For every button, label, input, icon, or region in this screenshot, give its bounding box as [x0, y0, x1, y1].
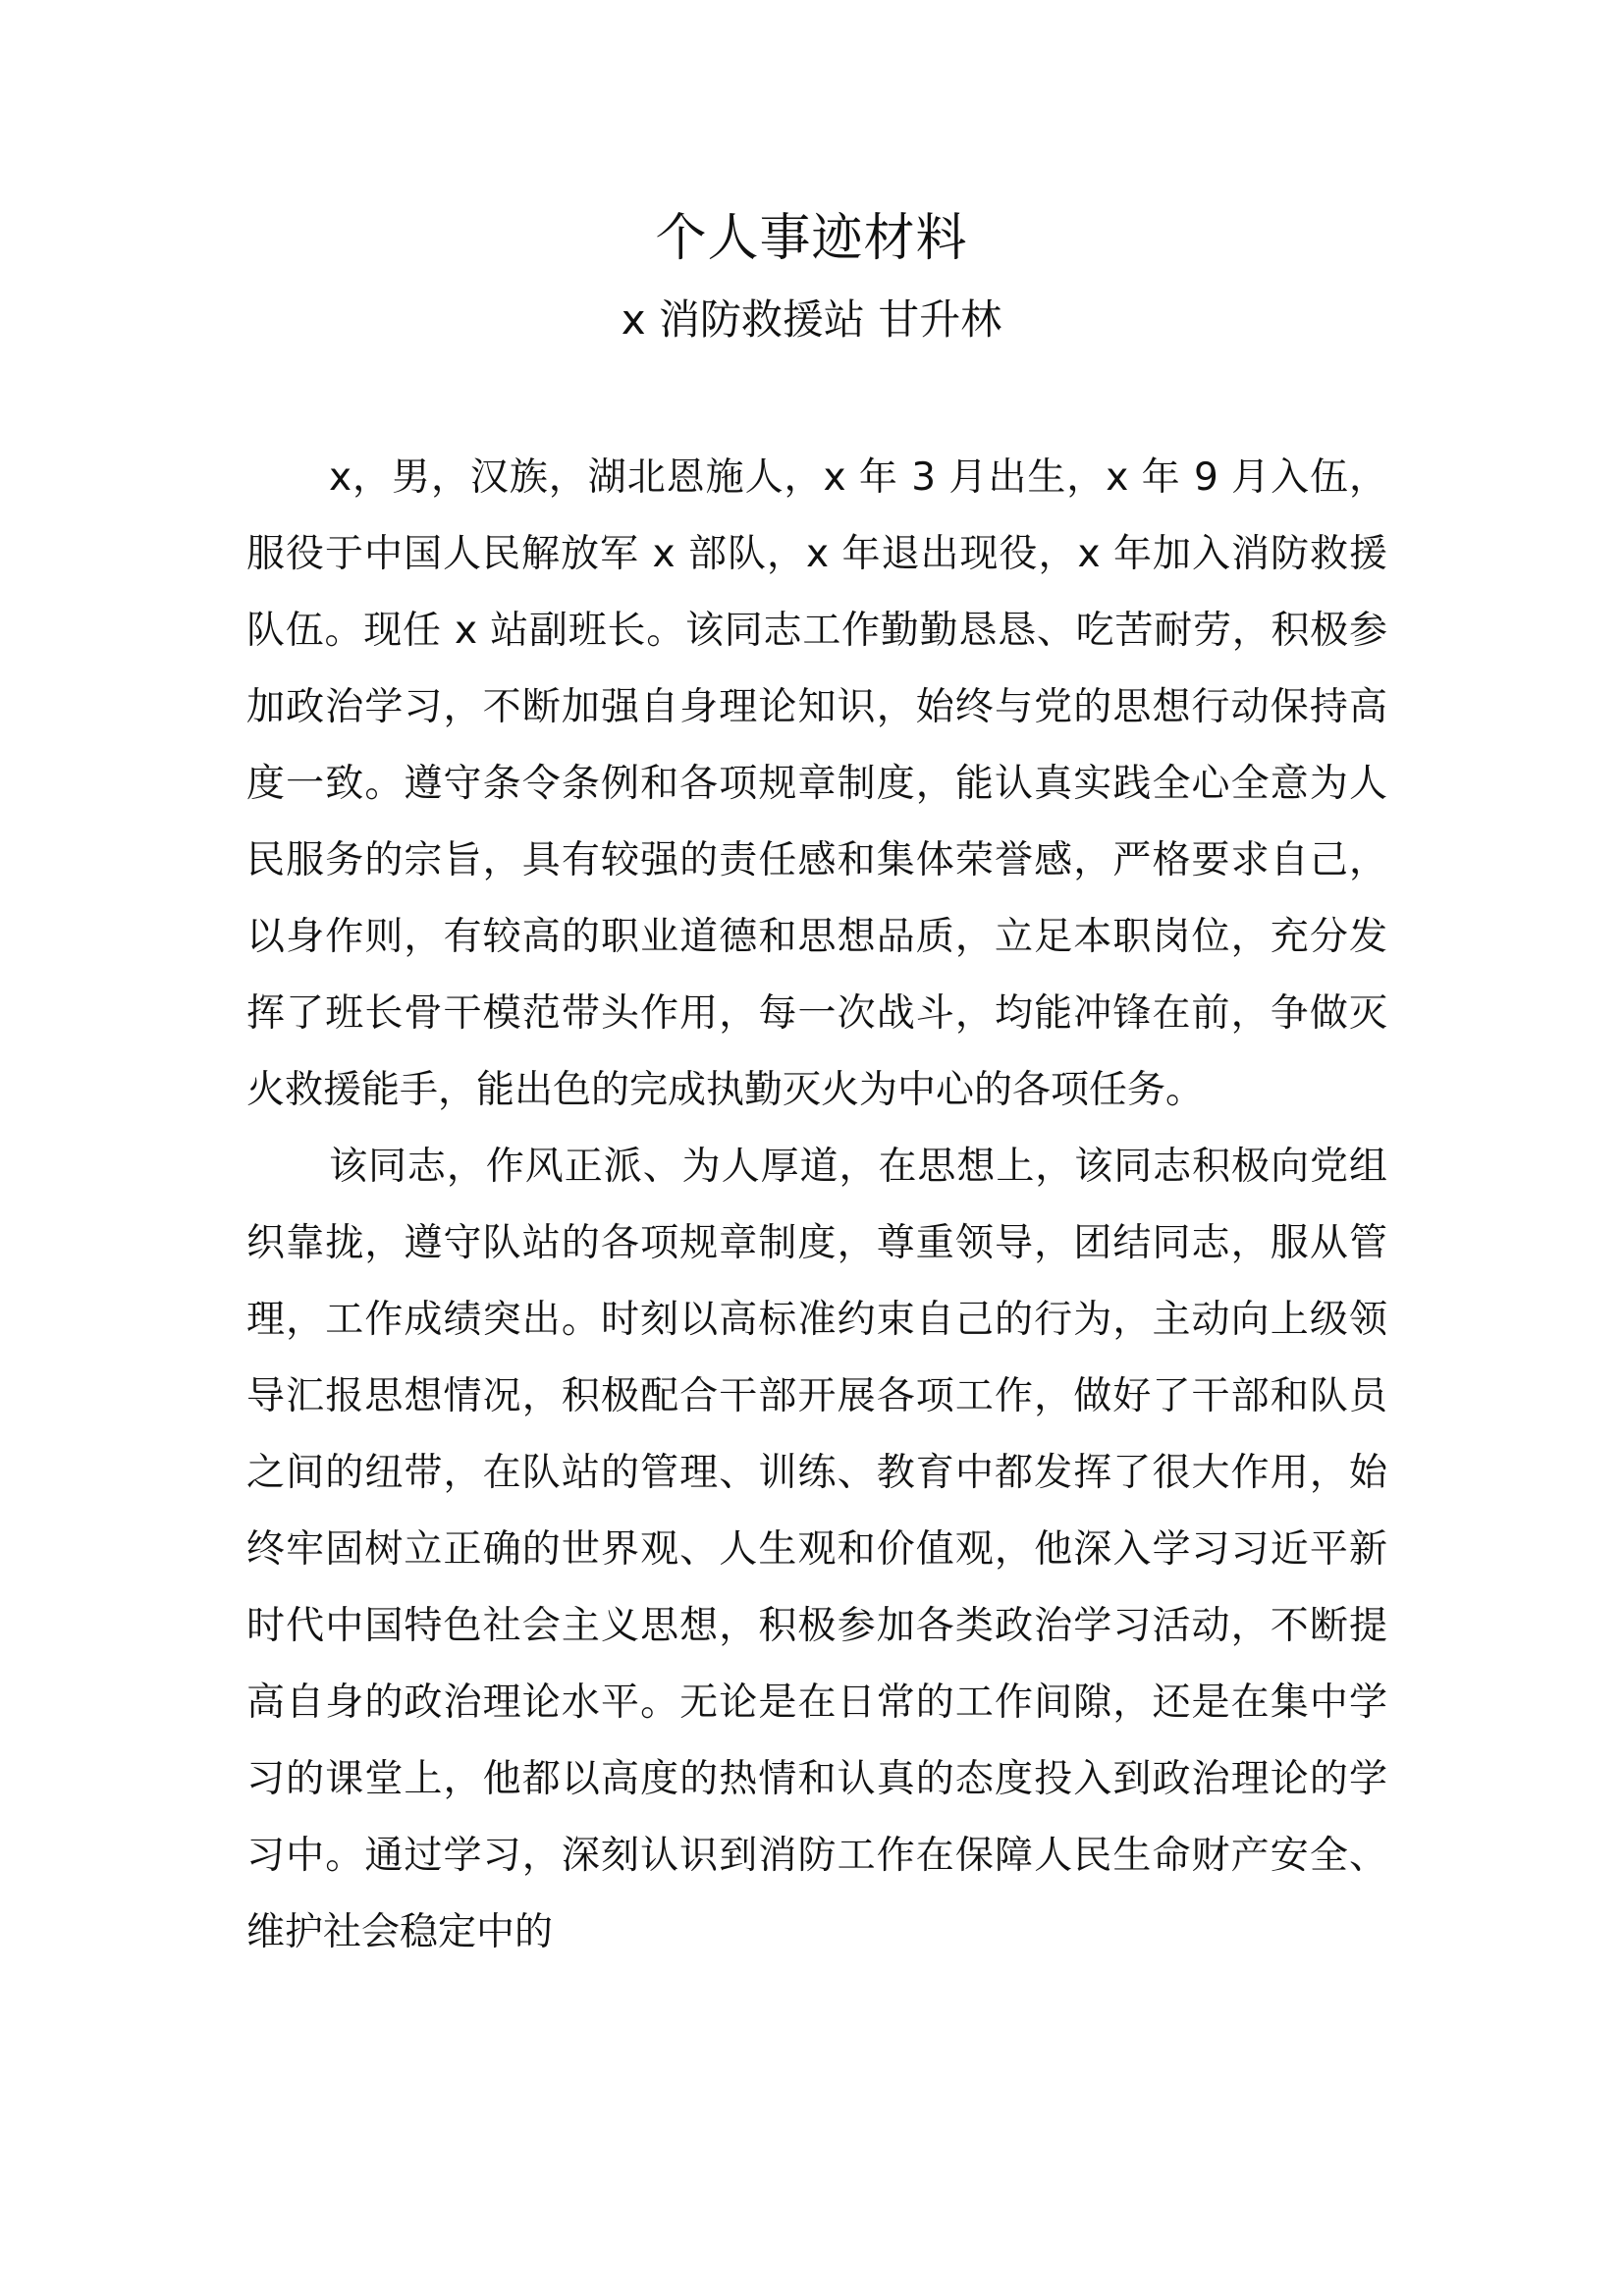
document-body	[246, 440, 1387, 1971]
document-title: 个人事迹材料	[655, 209, 968, 268]
paragraph: x，男，汉族，湖北恩施人，x 年 3 月出生，x 年 9 月入伍，服役于中国人民解放军 x 部队，x 年退出现役，x 年加入消防救援队伍。现任 x 站副班长。该同志工作勤勤恳恳、吃苦耐劳，积极参加政治学习，不断加强自身理论知识，始终与党的思想行动保持高度一致。遵守条令条例和各项规章制度，能认真实践全心全意为人民服务的宗旨，具有较强的责任感和集体荣誉感，严格要求自己，以身作则，有较高的职业道德和思想品质，立足本职岗位，充分发挥了班长骨干模范带头作用，每一次战斗，均能冲锋在前，争做灭火救援能手，能出色的完成执勤灭火为中心的各项任务。	[246, 455, 1387, 1112]
paragraph: 该同志，作风正派、为人厚道，在思想上，该同志积极向党组织靠拢，遵守队站的各项规章制度，尊重领导，团结同志，服从管理，工作成绩突出。时刻以高标准约束自己的行为，主动向上级领导汇报思想情况，积极配合干部开展各项工作，做好了干部和队员之间的纽带，在队站的管理、训练、教育中都发挥了很大作用，始终牢固树立正确的世界观、人生观和价值观，他深入学习习近平新时代中国特色社会主义思想，积极参加各类政治学习活动，不断提高自身的政治理论水平。无论是在日常的工作间隙，还是在集中学习的课堂上，他都以高度的热情和认真的态度投入到政治理论的学习中。通过学习，深刻认识到消防工作在保障人民生命财产安全、维护社会稳定中的	[246, 1145, 1387, 1954]
document-subtitle: x 消防救援站 甘升林	[621, 295, 1002, 344]
